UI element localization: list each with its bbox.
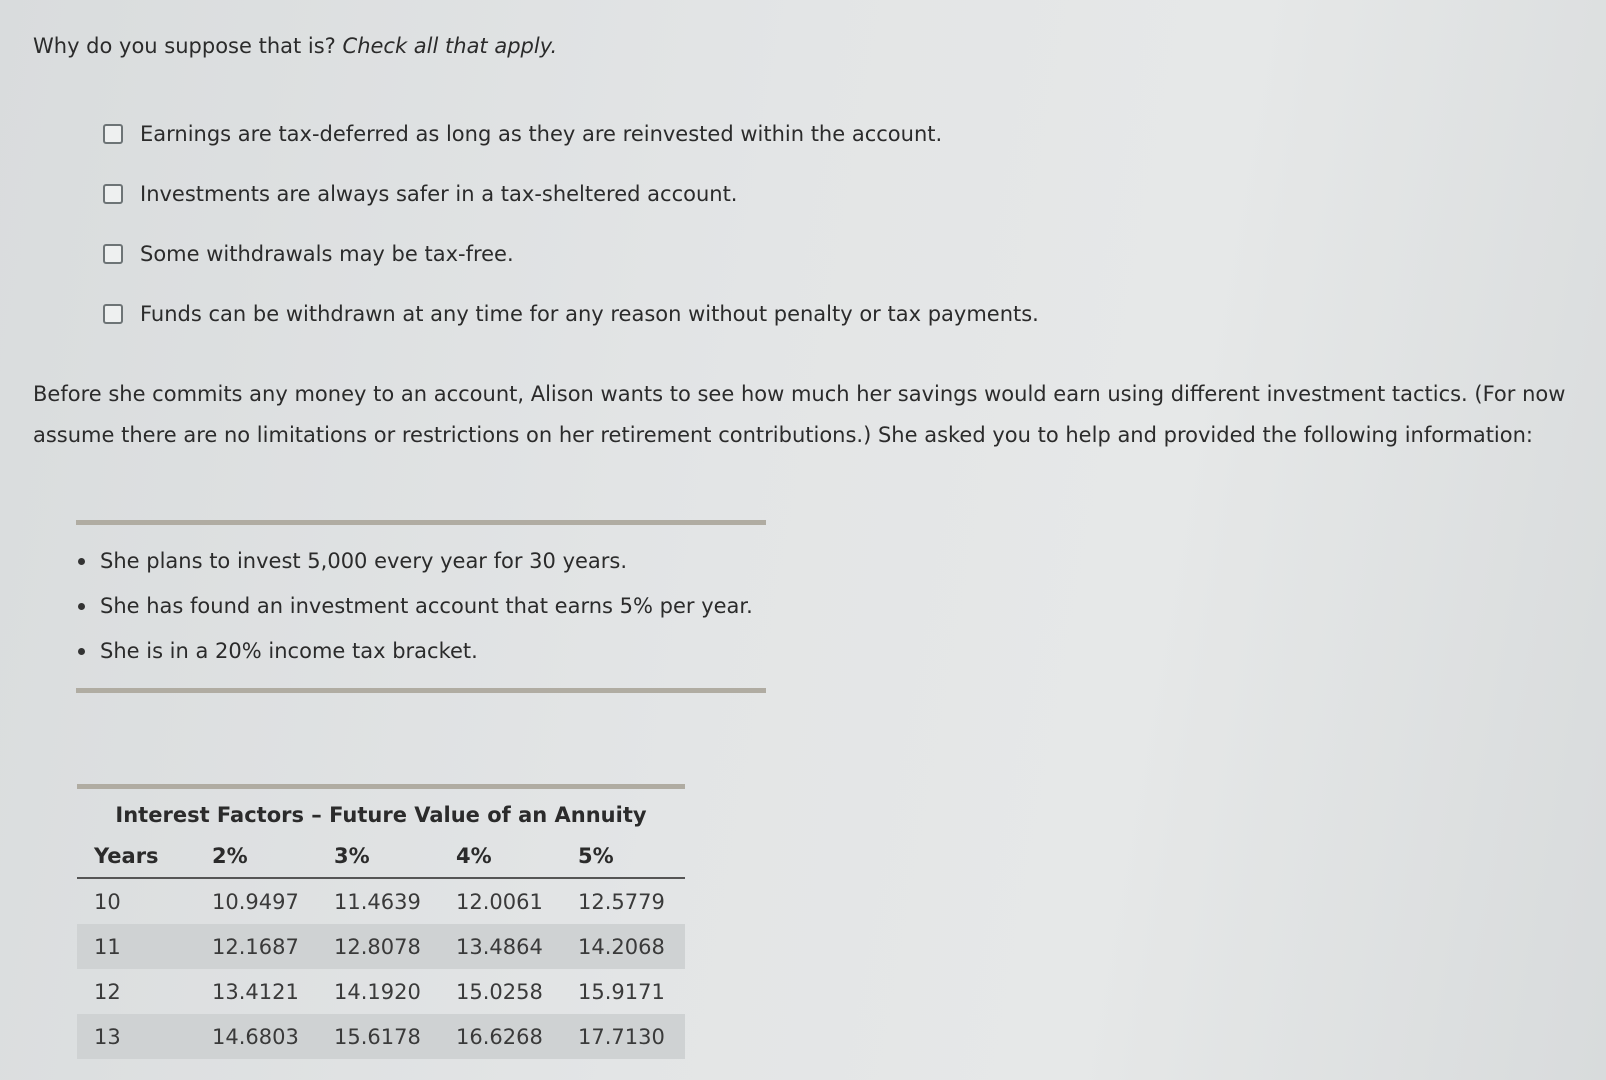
table-header-row [77,835,685,878]
info-box [76,520,766,693]
factor-table [77,835,685,1059]
checkbox[interactable] [103,124,123,144]
header-2pct: 2% [212,835,334,878]
info-item: She is in a 20% income tax bracket. [76,629,766,674]
option-withdraw-anytime[interactable] [103,284,1039,344]
table-cell: 15.9171 [578,979,665,1004]
table-cell: 12.0061 [456,889,543,914]
table-cell: 13.4864 [456,924,578,969]
table-cell: 13 [77,1014,212,1059]
header-4pct: 4% [456,835,578,878]
question-prompt [33,34,557,58]
table-row [77,969,685,1014]
table-cell: 12.1687 [212,924,334,969]
table-cell: 10 [94,889,121,914]
table-cell: 11.4639 [334,889,421,914]
interest-factor-table [77,784,685,1059]
question-text: Why do you suppose that is? [33,34,336,58]
scenario-paragraph: Before she commits any money to an account, Alison wants to see how much her savings would earn using different investment tactics. (For now assume there are no limitations or restrictions on her retirement contributions.) She asked you to help and provided the following information: [33,382,1566,447]
table-cell: 15.6178 [334,1014,456,1059]
table-cell: 12.5779 [578,889,665,914]
table-row [77,924,685,969]
table-cell: 12 [94,979,121,1004]
table-cell: 11 [77,924,212,969]
header-5pct: 5% [578,835,685,878]
option-safer[interactable] [103,164,1039,224]
option-label: Investments are always safer in a tax-sheltered account. [140,182,738,206]
table-cell: 10.9497 [212,889,299,914]
info-item: She plans to invest 5,000 every year for 30 years. [76,539,766,584]
table-cell: 17.7130 [578,1014,685,1059]
option-label: Some withdrawals may be tax-free. [140,242,514,266]
option-label: Funds can be withdrawn at any time for any reason without penalty or tax payments. [140,302,1039,326]
checkbox[interactable] [103,304,123,324]
option-tax-free[interactable] [103,224,1039,284]
info-item: She has found an investment account that earns 5% per year. [76,584,766,629]
checkbox[interactable] [103,184,123,204]
table-cell: 16.6268 [456,1014,578,1059]
header-years: Years [77,835,212,878]
table-cell: 13.4121 [212,979,299,1004]
table-cell: 14.2068 [578,924,685,969]
question-instruction: Check all that apply. [342,34,558,58]
table-cell: 12.8078 [334,924,456,969]
table-cell: 14.6803 [212,1014,334,1059]
header-3pct: 3% [334,835,456,878]
table-title: Interest Factors – Future Value of an Annuity [115,803,647,827]
table-cell: 14.1920 [334,979,421,1004]
divider [76,688,766,693]
table-row [77,1014,685,1059]
option-tax-deferred[interactable] [103,104,1039,164]
option-label: Earnings are tax-deferred as long as they are reinvested within the account. [140,122,943,146]
table-cell: 15.0258 [456,979,543,1004]
bullet-icon [78,558,85,565]
info-list [76,525,766,688]
bullet-icon [78,603,85,610]
bullet-icon [78,648,85,655]
answer-options [103,104,1039,344]
table-row [77,878,685,924]
checkbox[interactable] [103,244,123,264]
